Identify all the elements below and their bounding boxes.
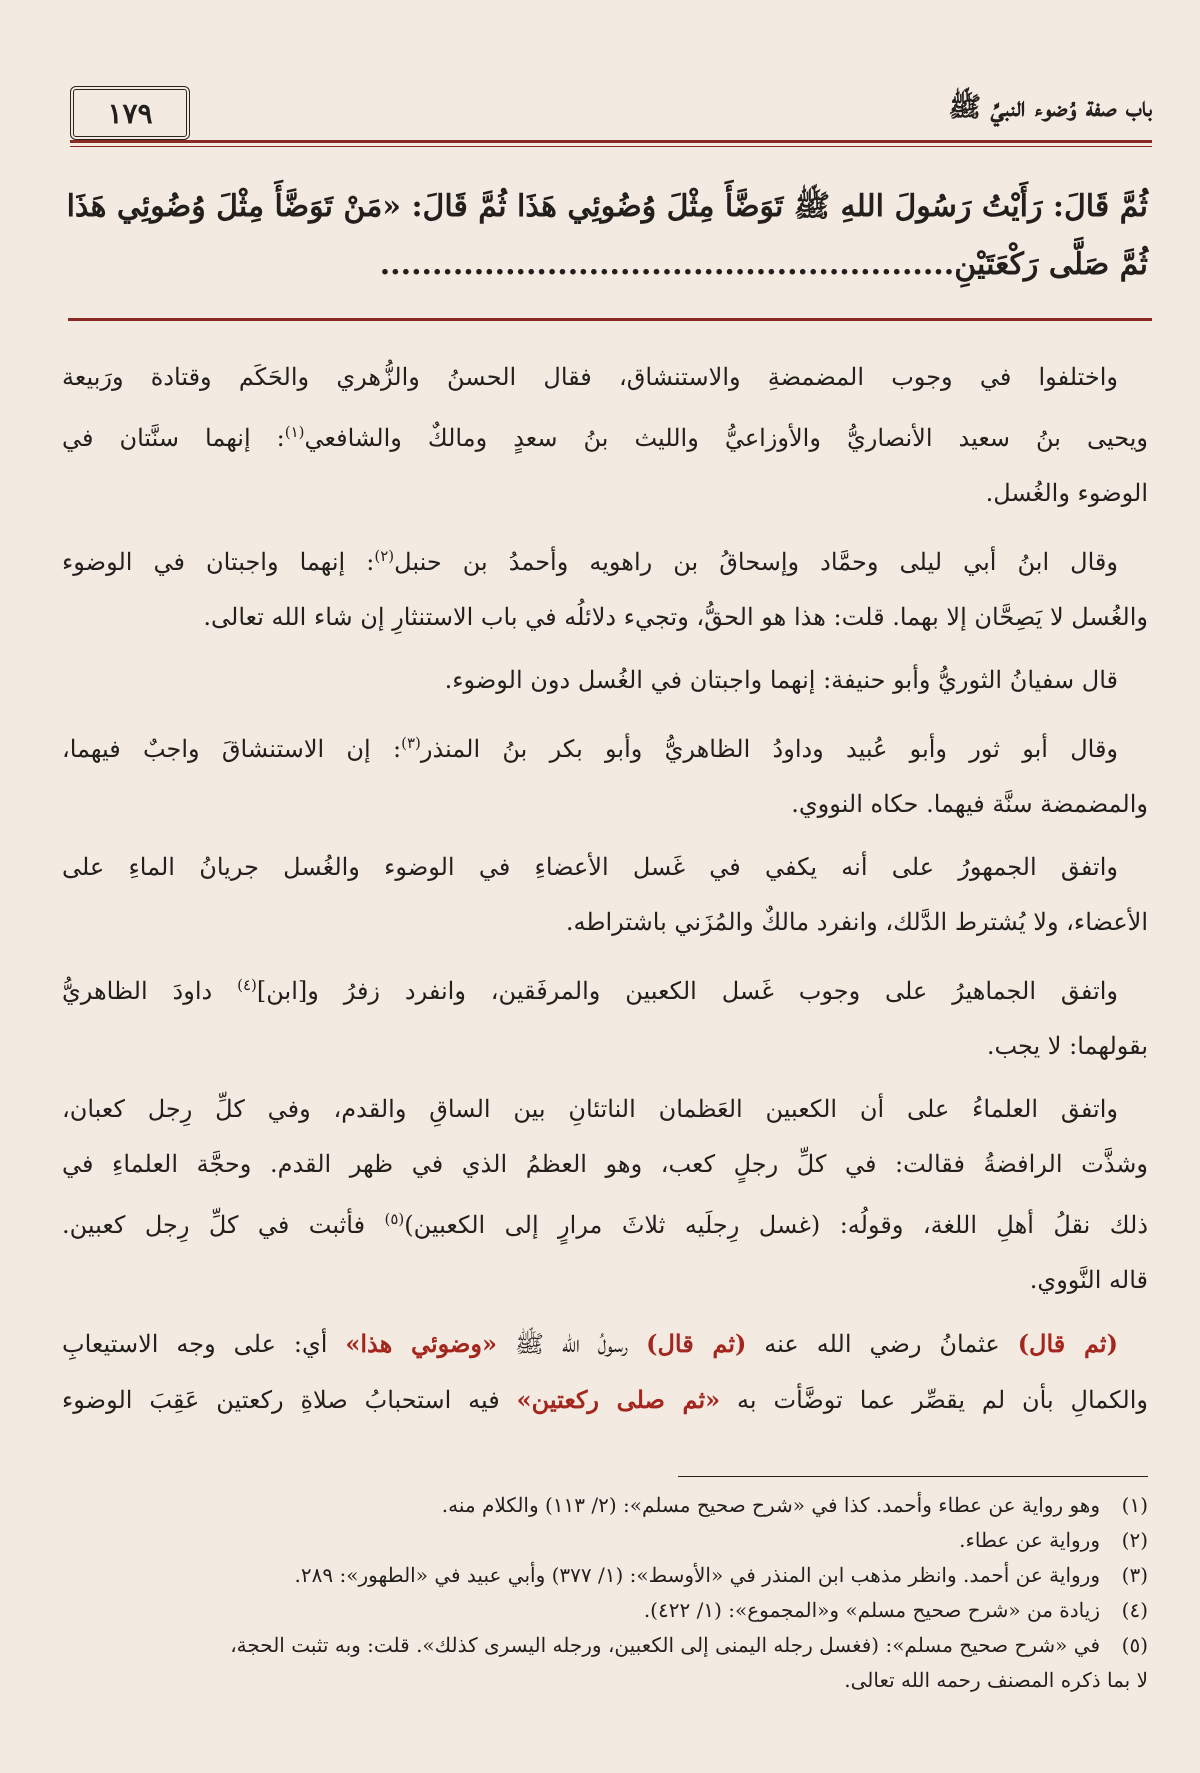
text-line [62,958,1148,1019]
paragraph-6 [62,958,1148,1074]
text-span: : إنهما واجبتان في الوضوء [62,548,375,576]
paragraph-8 [62,1316,1148,1428]
text-span: ويحيى بنُ سعيد الأنصاريُّ والأوزاعيُّ والليث بنُ سعدٍ ومالكٌ والشافعي [304,424,1149,452]
text-line: وشذَّت الرافضةُ فقالت: في كلِّ رجلٍ كعب، وهو العظمُ الذي في ظهر القدم. وحجَّة العلماءِ في [62,1150,1148,1178]
text-line [62,716,1148,777]
footnote-number: (١) [1121,1493,1148,1517]
footnote-ref[interactable]: (٤) [237,976,257,994]
text-line: الوضوء والغُسل. [985,479,1148,507]
text-line [62,1372,1148,1428]
footnote [64,1628,1148,1663]
hadith-line-1: ثُمَّ قَالَ: رَأَيْتُ رَسُولَ اللهِ ﷺ تَوَضَّأَ مِثْلَ وُضُوئِي هَذَا ثُمَّ قَالَ: «مَنْ تَوَضَّأَ مِثْلَ وُضُوئِي هَذَا [66,189,1148,224]
footnote [64,1488,1148,1523]
page-header [70,76,1152,138]
text-span: : إن الاستنشاقَ واجبٌ فيهما، [62,735,402,763]
footnote-text: ورواية عن أحمد. وانظر مذهب ابن المنذر في «الأوسط»: (١/ ٣٧٧) وأبي عبيد في «الطهور»: ٢٨٩. [294,1563,1100,1587]
paragraph-3 [62,653,1148,708]
text-span: رسولُ الله ﷺ [497,1330,647,1358]
text-line [62,1192,1148,1253]
footnote-continuation: لا بما ذكره المصنف رحمه الله تعالى. [844,1668,1148,1692]
text-span: : إنهما سنَّتان في [62,424,285,452]
commentary-body [62,350,1148,1436]
text-line: واختلفوا في وجوب المضمضةِ والاستنشاق، فقال الحسنُ والزُّهري والحَكَم وقتادة ورَبيعة [62,363,1118,391]
footnote-number: (٥) [1121,1633,1148,1657]
hadith-line-2-text: ثُمَّ صَلَّى رَكْعَتَيْنِ [954,247,1148,282]
text-span: وقال ابنُ أبي ليلى وحمَّاد وإسحاقُ بن راهويه وأحمدُ بن حنبل [394,548,1118,576]
text-line: بقولهما: لا يجب. [986,1032,1148,1060]
quoted-matn: «وضوئي هذا» [345,1329,497,1358]
text-line: واتفق الجمهورُ على أنه يكفي في غَسل الأعضاءِ في الوضوء والغُسل جريانُ الماءِ على [62,853,1118,881]
text-line: قال سفيانُ الثوريُّ وأبو حنيفة: إنهما واجبتان في الغُسل دون الوضوء. [444,666,1118,694]
hadith-divider [68,318,1152,321]
footnote-number: (٤) [1121,1598,1148,1622]
text-span: وقال أبو ثور وأبو عُبيد وداودُ الظاهريُّ وأبو بكر بنُ المنذر [420,735,1119,763]
page-number: ١٧٩ [70,86,190,140]
text-span: عثمانُ رضي الله عنه [746,1330,1018,1358]
footnote-number: (٢) [1121,1528,1148,1552]
text-line [62,529,1148,590]
text-span: فأثبت في كلِّ رِجل كعبين. [62,1211,385,1239]
text-line: الأعضاء، ولا يُشترط الدَّلك، وانفرد مالكٌ والمُزَني باشتراطه. [565,908,1148,936]
text-span: والكمالِ بأن لم يقصِّر عما توضَّأت به [720,1386,1148,1414]
footnotes [64,1488,1148,1698]
hadith-dots: ....................................................... [379,247,955,282]
hadith-text [66,178,1148,294]
text-line: قاله النَّووي. [1029,1266,1148,1294]
text-line: والمضمضة سنَّة فيهما. حكاه النووي. [791,790,1148,818]
running-title: باب صفة وُضوء النبيِّ ﷺ [948,92,1152,123]
header-divider [70,140,1152,147]
footnote-divider [678,1476,1148,1477]
text-line: واتفق العلماءُ على أن الكعبين العَظمان الناتئانِ بين الساقِ والقدم، وفي كلِّ رِجل كعبان، [62,1095,1118,1123]
text-span: فيه استحبابُ صلاةِ ركعتين عَقِبَ الوضوء [62,1386,517,1414]
footnote-text: وهو رواية عن عطاء وأحمد. كذا في «شرح صحيح مسلم»: (٢/ ١١٣) والكلام منه. [441,1493,1100,1517]
paragraph-7 [62,1082,1148,1308]
text-line [62,1316,1148,1372]
text-span: داودَ الظاهريُّ [62,977,238,1005]
text-span: واتفق الجماهيرُ على وجوب غَسل الكعبين والمرفَقين، وانفرد زفرُ و[ابن] [256,977,1119,1005]
paragraph-4 [62,716,1148,832]
footnote-ref[interactable]: (١) [284,423,305,441]
quoted-matn: (ثم قال) [1017,1329,1118,1358]
text-span: أي: على وجه الاستيعابِ [62,1330,346,1358]
text-line: والغُسل لا يَصِحَّان إلا بهما. قلت: هذا هو الحقُّ، وتجيء دلائلُه في باب الاستنثارِ إن شاء الله تعالى. [203,603,1148,631]
footnote-text: في «شرح صحيح مسلم»: (فغسل رجله اليمنى إلى الكعبين، ورجله اليسرى كذلك». قلت: وبه تثبت الحجة، [230,1633,1100,1657]
footnote-number: (٣) [1121,1563,1148,1587]
hadith-line-2 [70,236,1148,294]
quoted-matn: «ثم صلى ركعتين» [516,1385,721,1414]
footnote-ref[interactable]: (٣) [401,734,421,752]
paragraph-1 [62,350,1148,521]
footnote-ref[interactable]: (٥) [384,1210,405,1228]
text-line [62,405,1148,466]
footnote [64,1558,1148,1593]
paragraph-2 [62,529,1148,645]
footnote-text: زيادة من «شرح صحيح مسلم» و«المجموع»: (١/ ٤٢٢). [643,1598,1100,1622]
footnote-ref[interactable]: (٢) [374,547,395,565]
footnote [64,1523,1148,1558]
text-span: ذلك نقلُ أهلِ اللغة، وقولُه: (غسل رِجلَيه ثلاثَ مرارٍ إلى الكعبين) [404,1211,1149,1239]
quoted-matn: (ثم قال) [646,1329,747,1358]
paragraph-5 [62,840,1148,950]
footnote-text: ورواية عن عطاء. [959,1528,1100,1552]
footnote [64,1593,1148,1628]
